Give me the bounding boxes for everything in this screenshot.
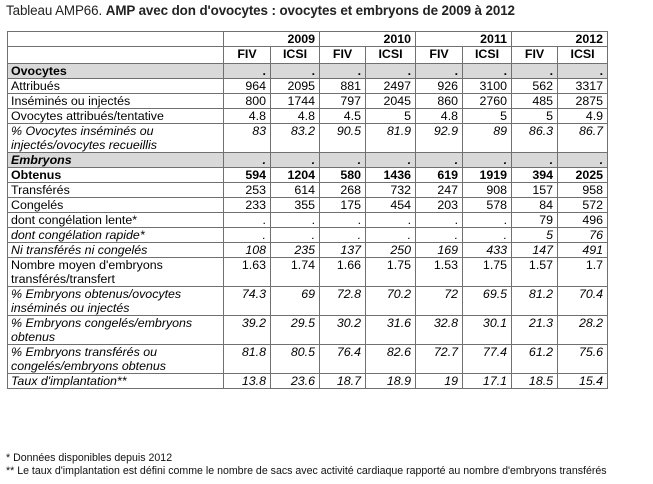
value-cell: 1.57 xyxy=(512,258,558,287)
table-row xyxy=(8,198,608,213)
year-header: 2011 xyxy=(416,32,512,47)
value-cell: 83.2 xyxy=(271,124,320,153)
method-header: FIV xyxy=(320,47,366,64)
row-label: % Embryons congelés/embryons obtenus xyxy=(8,316,224,345)
value-cell: 77.4 xyxy=(463,345,512,374)
value-cell: 860 xyxy=(416,94,463,109)
row-label: Attribués xyxy=(8,79,224,94)
value-cell: 70.2 xyxy=(366,287,416,316)
value-cell: . xyxy=(366,153,416,168)
value-cell: 491 xyxy=(558,243,608,258)
value-cell: . xyxy=(366,213,416,228)
value-cell: . xyxy=(463,64,512,79)
value-cell: 800 xyxy=(224,94,271,109)
value-cell: 61.2 xyxy=(512,345,558,374)
table-caption: AMP avec don d'ovocytes : ovocytes et embryons de 2009 à 2012 xyxy=(105,3,515,18)
table-title xyxy=(6,3,515,18)
value-cell: 247 xyxy=(416,183,463,198)
data-table xyxy=(7,31,608,389)
value-cell: 31.6 xyxy=(366,316,416,345)
value-cell: 1.63 xyxy=(224,258,271,287)
value-cell: 5 xyxy=(463,109,512,124)
value-cell: 2875 xyxy=(558,94,608,109)
value-cell: 72 xyxy=(416,287,463,316)
value-cell: 69 xyxy=(271,287,320,316)
value-cell: 881 xyxy=(320,79,366,94)
value-cell: 30.2 xyxy=(320,316,366,345)
table-number: Tableau AMP66. xyxy=(6,3,103,18)
value-cell: 175 xyxy=(320,198,366,213)
row-label: % Embryons transférés ou congelés/embryons obtenus xyxy=(8,345,224,374)
value-cell: 2025 xyxy=(558,168,608,183)
row-label: Ni transférés ni congelés xyxy=(8,243,224,258)
value-cell: 76 xyxy=(558,228,608,243)
value-cell: 19 xyxy=(416,374,463,389)
value-cell: 72.8 xyxy=(320,287,366,316)
value-cell: 614 xyxy=(271,183,320,198)
value-cell: 958 xyxy=(558,183,608,198)
value-cell: 355 xyxy=(271,198,320,213)
method-header: FIV xyxy=(416,47,463,64)
row-label: Congelés xyxy=(8,198,224,213)
table-body xyxy=(8,32,608,389)
value-cell: 18.5 xyxy=(512,374,558,389)
value-cell: 30.1 xyxy=(463,316,512,345)
value-cell: 1436 xyxy=(366,168,416,183)
value-cell: 80.5 xyxy=(271,345,320,374)
value-cell: 4.8 xyxy=(416,109,463,124)
value-cell: . xyxy=(416,153,463,168)
table-row xyxy=(8,109,608,124)
row-label: Ovocytes attribués/tentative xyxy=(8,109,224,124)
method-header: ICSI xyxy=(558,47,608,64)
value-cell: 69.5 xyxy=(463,287,512,316)
value-cell: 75.6 xyxy=(558,345,608,374)
table-row xyxy=(8,79,608,94)
value-cell: 594 xyxy=(224,168,271,183)
row-label: Taux d'implantation** xyxy=(8,374,224,389)
value-cell: 1.75 xyxy=(366,258,416,287)
value-cell: 235 xyxy=(271,243,320,258)
value-cell: . xyxy=(558,153,608,168)
value-cell: 926 xyxy=(416,79,463,94)
value-cell: 1.75 xyxy=(463,258,512,287)
value-cell: 1744 xyxy=(271,94,320,109)
row-label: Obtenus xyxy=(8,168,224,183)
value-cell: 496 xyxy=(558,213,608,228)
value-cell: 29.5 xyxy=(271,316,320,345)
value-cell: 1.7 xyxy=(558,258,608,287)
value-cell: 79 xyxy=(512,213,558,228)
row-label: % Embryons obtenus/ovocytes inséminés ou injectés xyxy=(8,287,224,316)
year-header: 2009 xyxy=(224,32,320,47)
value-cell: . xyxy=(416,213,463,228)
value-cell: 15.4 xyxy=(558,374,608,389)
value-cell: . xyxy=(320,228,366,243)
value-cell: 76.4 xyxy=(320,345,366,374)
table-row xyxy=(8,213,608,228)
value-cell: . xyxy=(416,228,463,243)
value-cell: 485 xyxy=(512,94,558,109)
value-cell: . xyxy=(224,213,271,228)
value-cell: . xyxy=(512,153,558,168)
value-cell: 89 xyxy=(463,124,512,153)
value-cell: 2095 xyxy=(271,79,320,94)
method-header: ICSI xyxy=(366,47,416,64)
value-cell: 250 xyxy=(366,243,416,258)
row-label: Transférés xyxy=(8,183,224,198)
value-cell: 81.2 xyxy=(512,287,558,316)
value-cell: 253 xyxy=(224,183,271,198)
value-cell: 203 xyxy=(416,198,463,213)
row-label: Nombre moyen d'embryons transférés/transfert xyxy=(8,258,224,287)
table-row xyxy=(8,183,608,198)
value-cell: 4.8 xyxy=(224,109,271,124)
value-cell: 86.3 xyxy=(512,124,558,153)
value-cell: 4.5 xyxy=(320,109,366,124)
value-cell: 5 xyxy=(512,228,558,243)
year-header: 2010 xyxy=(320,32,416,47)
value-cell: 1919 xyxy=(463,168,512,183)
corner-cell xyxy=(8,32,224,47)
value-cell: . xyxy=(271,153,320,168)
method-header: FIV xyxy=(224,47,271,64)
value-cell: 17.1 xyxy=(463,374,512,389)
row-label: Embryons xyxy=(8,153,224,168)
value-cell: 92.9 xyxy=(416,124,463,153)
value-cell: 81.9 xyxy=(366,124,416,153)
value-cell: 39.2 xyxy=(224,316,271,345)
value-cell: 70.4 xyxy=(558,287,608,316)
value-cell: . xyxy=(271,213,320,228)
value-cell: . xyxy=(320,153,366,168)
method-header: FIV xyxy=(512,47,558,64)
table-row xyxy=(8,64,608,79)
value-cell: 13.8 xyxy=(224,374,271,389)
value-cell: 797 xyxy=(320,94,366,109)
value-cell: . xyxy=(463,228,512,243)
value-cell: 3317 xyxy=(558,79,608,94)
value-cell: . xyxy=(224,228,271,243)
value-cell: . xyxy=(366,64,416,79)
footnote-2: ** Le taux d'implantation est défini comme le nombre de sacs avec activité cardiaque rapporté au nombre d'embryons transférés xyxy=(6,465,607,477)
value-cell: 4.9 xyxy=(558,109,608,124)
value-cell: 81.8 xyxy=(224,345,271,374)
value-cell: 4.8 xyxy=(271,109,320,124)
table-row xyxy=(8,124,608,153)
table-row xyxy=(8,316,608,345)
value-cell: 562 xyxy=(512,79,558,94)
value-cell: 108 xyxy=(224,243,271,258)
row-label: Inséminés ou injectés xyxy=(8,94,224,109)
value-cell: 28.2 xyxy=(558,316,608,345)
value-cell: 1204 xyxy=(271,168,320,183)
table-row xyxy=(8,258,608,287)
value-cell: 233 xyxy=(224,198,271,213)
value-cell: 2045 xyxy=(366,94,416,109)
method-header-row xyxy=(8,47,608,64)
year-header-row xyxy=(8,32,608,47)
table-row xyxy=(8,94,608,109)
value-cell: 82.6 xyxy=(366,345,416,374)
value-cell: . xyxy=(224,64,271,79)
value-cell: 90.5 xyxy=(320,124,366,153)
value-cell: 964 xyxy=(224,79,271,94)
table-row xyxy=(8,153,608,168)
value-cell: 619 xyxy=(416,168,463,183)
corner-cell xyxy=(8,47,224,64)
value-cell: 23.6 xyxy=(271,374,320,389)
table-row xyxy=(8,168,608,183)
value-cell: . xyxy=(366,228,416,243)
value-cell: 2497 xyxy=(366,79,416,94)
value-cell: 18.9 xyxy=(366,374,416,389)
value-cell: . xyxy=(512,64,558,79)
table-row xyxy=(8,243,608,258)
value-cell: 454 xyxy=(366,198,416,213)
value-cell: . xyxy=(271,64,320,79)
value-cell: . xyxy=(558,64,608,79)
value-cell: . xyxy=(463,213,512,228)
value-cell: 1.53 xyxy=(416,258,463,287)
table-row xyxy=(8,345,608,374)
value-cell: . xyxy=(416,64,463,79)
value-cell: 72.7 xyxy=(416,345,463,374)
value-cell: 578 xyxy=(463,198,512,213)
table-row xyxy=(8,374,608,389)
value-cell: 147 xyxy=(512,243,558,258)
value-cell: 5 xyxy=(512,109,558,124)
value-cell: . xyxy=(320,64,366,79)
table-row xyxy=(8,228,608,243)
value-cell: 394 xyxy=(512,168,558,183)
row-label: dont congélation rapide* xyxy=(8,228,224,243)
value-cell: 157 xyxy=(512,183,558,198)
value-cell: . xyxy=(320,213,366,228)
value-cell: 908 xyxy=(463,183,512,198)
value-cell: . xyxy=(463,153,512,168)
value-cell: 21.3 xyxy=(512,316,558,345)
footnote-1: * Données disponibles depuis 2012 xyxy=(6,452,173,464)
value-cell: . xyxy=(271,228,320,243)
method-header: ICSI xyxy=(463,47,512,64)
value-cell: 169 xyxy=(416,243,463,258)
value-cell: . xyxy=(224,153,271,168)
method-header: ICSI xyxy=(271,47,320,64)
row-label: dont congélation lente* xyxy=(8,213,224,228)
value-cell: 433 xyxy=(463,243,512,258)
value-cell: 18.7 xyxy=(320,374,366,389)
value-cell: 74.3 xyxy=(224,287,271,316)
value-cell: 86.7 xyxy=(558,124,608,153)
value-cell: 572 xyxy=(558,198,608,213)
table-row xyxy=(8,287,608,316)
value-cell: 5 xyxy=(366,109,416,124)
value-cell: 3100 xyxy=(463,79,512,94)
value-cell: 732 xyxy=(366,183,416,198)
value-cell: 83 xyxy=(224,124,271,153)
row-label: Ovocytes xyxy=(8,64,224,79)
value-cell: 2760 xyxy=(463,94,512,109)
value-cell: 1.74 xyxy=(271,258,320,287)
value-cell: 137 xyxy=(320,243,366,258)
value-cell: 84 xyxy=(512,198,558,213)
year-header: 2012 xyxy=(512,32,608,47)
value-cell: 32.8 xyxy=(416,316,463,345)
row-label: % Ovocytes inséminés ou injectés/ovocytes recueillis xyxy=(8,124,224,153)
value-cell: 1.66 xyxy=(320,258,366,287)
value-cell: 580 xyxy=(320,168,366,183)
value-cell: 268 xyxy=(320,183,366,198)
